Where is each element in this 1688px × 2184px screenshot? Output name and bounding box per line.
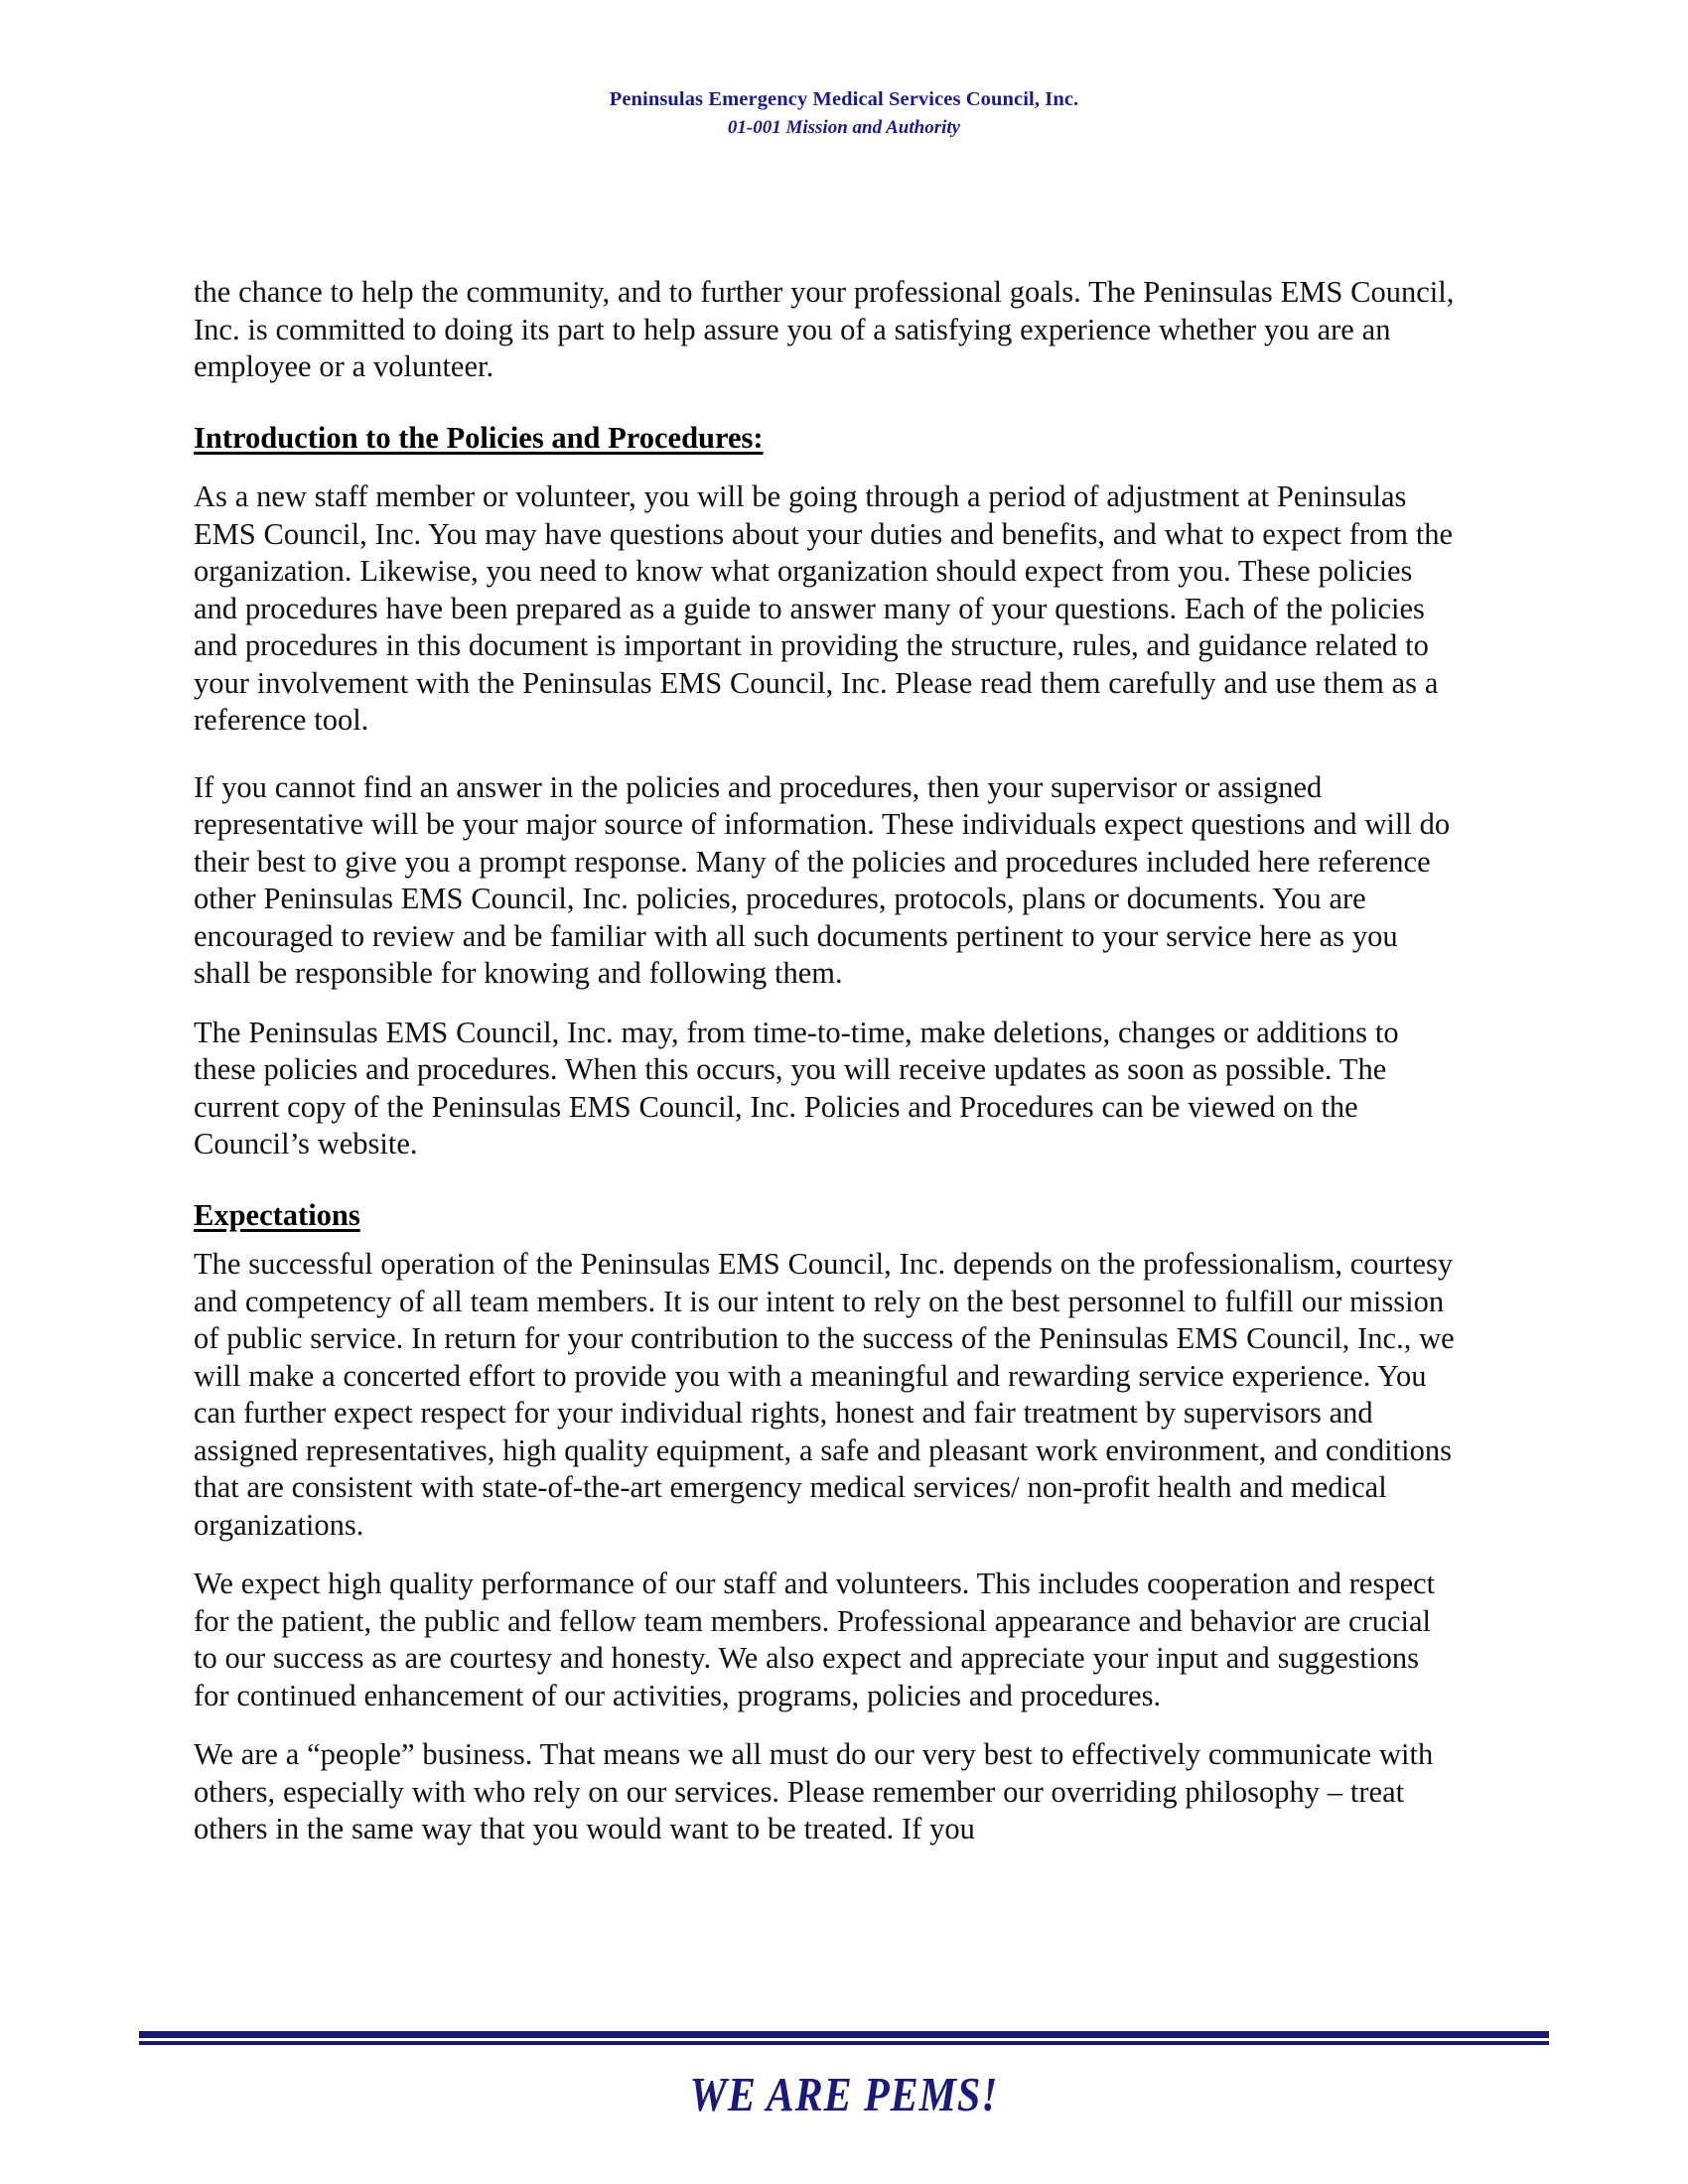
organization-name: Peninsulas Emergency Medical Services Council, Inc.: [609, 88, 1079, 110]
footer-rule-thick: [139, 2031, 1549, 2038]
paragraph-introduction-3: The Peninsulas EMS Council, Inc. may, from time-to-time, make deletions, changes or additions to these policies and procedures. When this occurs, you will receive updates as soon as possible. The current copy of the Peninsulas EMS Council, Inc. Policies and Procedures can be viewed on the Council’s website.: [194, 1015, 1399, 1160]
footer-divider: [139, 2031, 1549, 2045]
paragraph-introduction-1: As a new staff member or volunteer, you will be going through a period of adjustment at Peninsulas EMS Council, Inc. You may have questions about your duties and benefits, and what to expect from the organization. Likewise, you need to know what organization should expect from you. These policies and procedures have been prepared as a guide to answer many of your questions. Each of the policies and procedures in this document is important in providing the structure, rules, and guidance related to your involvement with the Peninsulas EMS Council, Inc. Please read them carefully and use them as a reference tool.: [194, 479, 1454, 737]
document-title: 01-001 Mission and Authority: [727, 116, 961, 138]
paragraph-expectations-3: We are a “people” business. That means we all must do our very best to effectively communicate with others, especially with who rely on our services. Please remember our overriding philosophy – treat others in the same way that you would want to be treated. If you: [194, 1737, 1434, 1845]
footer-rule-thin: [139, 2041, 1549, 2045]
paragraph-expectations-1: The successful operation of the Peninsulas EMS Council, Inc. depends on the professionalism, courtesy and competency of all team members. It is our intent to rely on the best personnel to fulfill our mission of public service. In return for your contribution to the success of the Peninsulas EMS Council, Inc., we will make a concerted effort to provide you with a meaningful and rewarding service experience. You can further expect respect for your individual rights, honest and fair treatment by supervisors and assigned representatives, high quality equipment, a safe and pleasant work environment, and conditions that are consistent with state-of-the-art emergency medical services/ non-profit health and medical organizations.: [194, 1247, 1455, 1542]
paragraph-expectations-2: We expect high quality performance of our staff and volunteers. This includes cooperation and respect for the patient, the public and fellow team members. Professional appearance and behavior are crucial to our success as are courtesy and honesty. We also expect and appreciate your input and suggestions for continued enhancement of our activities, programs, policies and procedures.: [194, 1567, 1436, 1712]
paragraph-introduction-2: If you cannot find an answer in the policies and procedures, then your supervisor or assigned representative will be your major source of information. These individuals expect questions and will do their best to give you a prompt response. Many of the policies and procedures included here reference other Peninsulas EMS Council, Inc. policies, procedures, protocols, plans or documents. You are encouraged to review and be familiar with all such documents pertinent to your service here as you shall be responsible for knowing and following them.: [194, 769, 1451, 990]
document-body: [194, 274, 1455, 1870]
footer-slogan: WE ARE PEMS!: [689, 2067, 999, 2121]
document-header: [0, 87, 1688, 140]
paragraph-continued: the chance to help the community, and to further your professional goals. The Peninsulas EMS Council, Inc. is committed to doing its part to help assure you of a satisfying experience whether you are an employee or a volunteer.: [194, 275, 1455, 383]
heading-expectations: Expectations: [194, 1197, 360, 1232]
heading-introduction-to-policies: Introduction to the Policies and Procedures:: [194, 420, 764, 455]
